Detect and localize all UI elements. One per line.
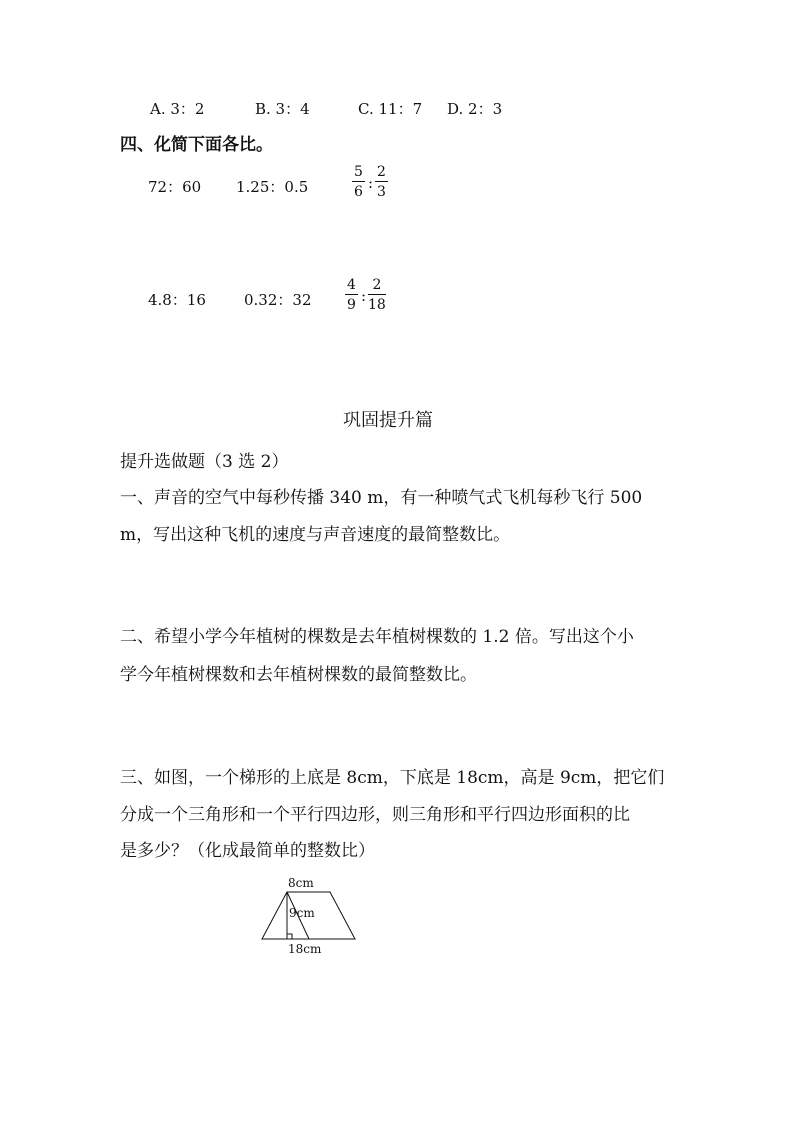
question2-line1: 二、希望小学今年植树的棵数是去年植树棵数的 1.2 倍。写出这个小 — [120, 627, 634, 647]
fraction-2-3 — [375, 165, 388, 199]
option-b: B. 3：4 — [255, 100, 310, 118]
part2-title: 巩固提升篇 — [343, 410, 433, 431]
ratio-4.8-16: 4.8：16 — [148, 291, 206, 309]
question2-line2: 学今年植树棵数和去年植树棵数的最简整数比。 — [120, 665, 477, 685]
option-d: D. 2：3 — [447, 100, 503, 118]
fraction-5-6 — [352, 165, 365, 199]
fraction-denominator: 18 — [368, 297, 386, 313]
question3-line2: 分成一个三角形和一个平行四边形，则三角形和平行四边形面积的比 — [120, 805, 630, 825]
fraction-numerator: 2 — [368, 278, 386, 295]
ratio-colon: : — [361, 287, 367, 305]
question3-line1: 三、如图，一个梯形的上底是 8cm，下底是 18cm，高是 9cm，把它们 — [120, 768, 665, 788]
question1-line1: 一、声音的空气中每秒传播 340 m，有一种喷气式飞机每秒飞行 500 — [120, 488, 643, 508]
ratio-1.25-0.5: 1.25：0.5 — [236, 178, 309, 196]
ratio-72-60: 72：60 — [148, 178, 202, 196]
fraction-numerator: 2 — [377, 164, 386, 180]
fraction-numerator: 5 — [354, 164, 363, 180]
ratio-0.32-32: 0.32：32 — [244, 291, 312, 309]
fraction-2-18 — [368, 278, 386, 312]
bottom-base-label: 18cm — [288, 942, 322, 956]
question3-line3: 是多少？（化成最简单的整数比） — [120, 841, 375, 861]
fraction-denominator: 9 — [347, 297, 356, 313]
fraction-4-9 — [345, 278, 358, 312]
section4-heading: 四、化简下面各比。 — [120, 135, 273, 155]
option-c: C. 11：7 — [358, 100, 423, 118]
fraction-denominator: 3 — [377, 184, 386, 200]
ratio-colon: : — [368, 174, 374, 192]
fraction-numerator: 4 — [347, 277, 356, 293]
question1-line2: m，写出这种飞机的速度与声音速度的最简整数比。 — [120, 525, 511, 545]
part2-subtitle: 提升选做题（3 选 2） — [120, 452, 289, 472]
fraction-denominator: 6 — [354, 184, 363, 200]
option-a: A. 3：2 — [150, 100, 205, 118]
top-base-label: 8cm — [288, 876, 314, 890]
height-label: 9cm — [289, 906, 315, 920]
right-angle-marker — [287, 934, 292, 939]
